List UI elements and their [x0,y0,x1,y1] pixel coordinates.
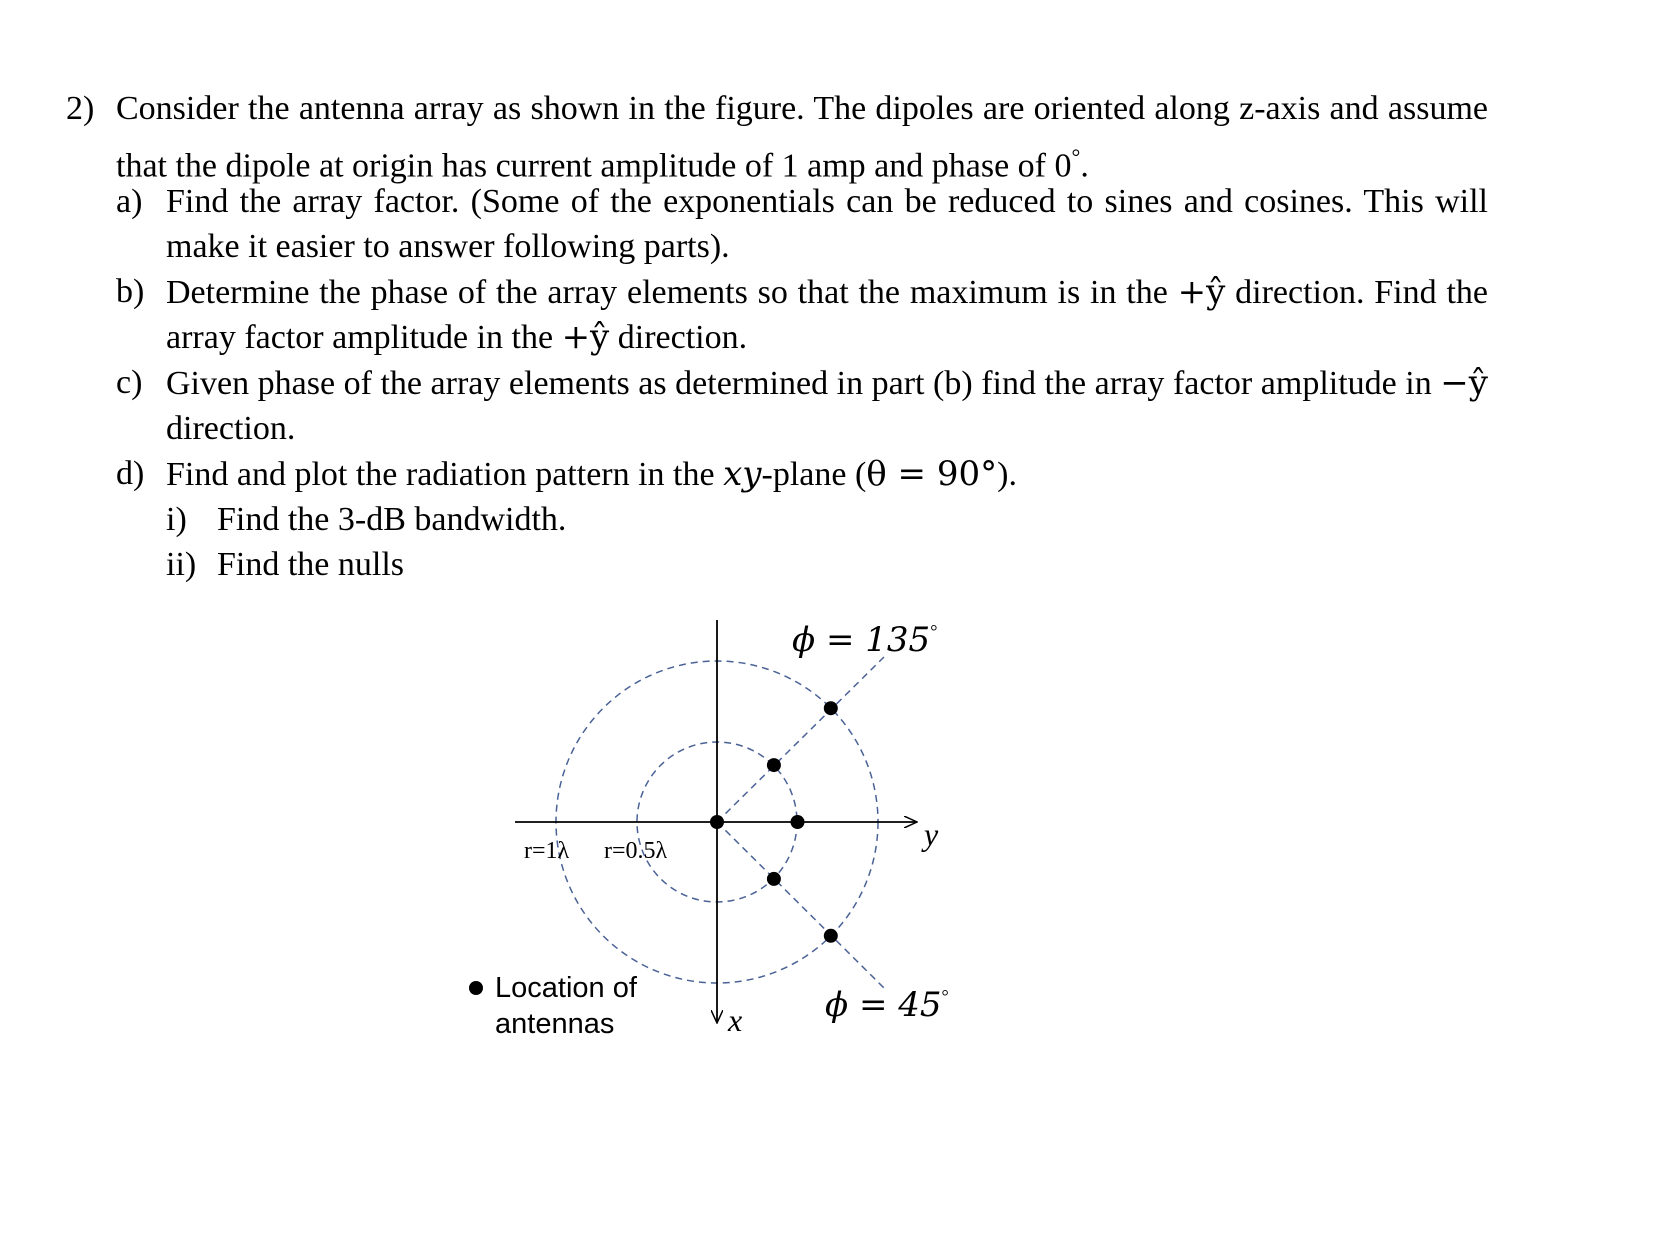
minus-y-hat-math: −ŷ [1440,363,1488,403]
part-b-line1-text: Determine the phase of the array elements so that the maximum is in the [166,274,1178,311]
legend-dot [469,981,483,995]
part-b-line1-end: direction. Find the [1225,274,1488,311]
subpart-i-text: Find the 3-dB bandwidth. [217,501,567,538]
part-d-label: d) [116,455,145,492]
phi-135-dashed-line [717,657,884,822]
antenna-dot-2 [767,872,781,886]
subpart-i-label: i) [166,501,187,538]
intro-line2-text: that the dipole at origin has current amplitude of 1 amp and phase of 0 [116,147,1072,185]
part-d-line1-end: ). [997,456,1017,493]
question-intro-line1: Consider the antenna array as shown in the figure. The dipoles are oriented along z-axis and assume [116,90,1488,127]
intro-line2-period: . [1080,147,1089,185]
phi-135-label: ϕ = 135° [792,620,938,660]
r-outer-label: r=1λ [524,838,570,864]
part-b-line2-text: array factor amplitude in the [166,319,562,356]
plus-y-hat-math: +ŷ [561,317,610,357]
part-d-line1-mid: -plane ( [761,456,867,493]
subpart-ii-label: ii) [166,546,197,583]
part-c-label: c) [116,364,143,401]
subpart-ii-text: Find the nulls [217,546,405,583]
legend-text-line1: Location of [495,972,637,1004]
part-c-line1-text: Given phase of the array elements as determined in part (b) find the array factor amplitude in [166,365,1441,402]
antenna-dot-4 [824,929,838,943]
x-axis-label: x [728,1002,743,1038]
part-a-line2: make it easier to answer following parts). [166,228,730,265]
phi-45-dashed-line [717,822,884,988]
r-inner-label: r=0.5λ [604,838,668,864]
part-b-label: b) [116,273,145,310]
part-c-line2: direction. [166,410,296,447]
part-d-line1-text: Find and plot the radiation pattern in the [166,456,724,493]
y-axis-label: y [924,816,939,852]
theta-equation-math: θ = 90° [866,454,998,494]
part-b-line2-end: direction. [609,319,748,356]
antenna-dot-1 [791,815,805,829]
antenna-dot-3 [767,758,781,772]
degree-symbol: ° [1071,144,1081,169]
xy-math: xy [723,454,762,494]
antenna-dot-0 [710,815,724,829]
antenna-dot-5 [824,701,838,715]
part-a-line1: Find the array factor. (Some of the exponentials can be reduced to sines and cosines. This will [166,183,1488,220]
part-a-label: a) [116,183,143,220]
plus-y-hat-math: +ŷ [1177,272,1226,312]
legend-text-line2: antennas [495,1008,615,1040]
phi-45-label: ϕ = 45° [825,985,949,1025]
question-number: 2) [66,90,95,127]
